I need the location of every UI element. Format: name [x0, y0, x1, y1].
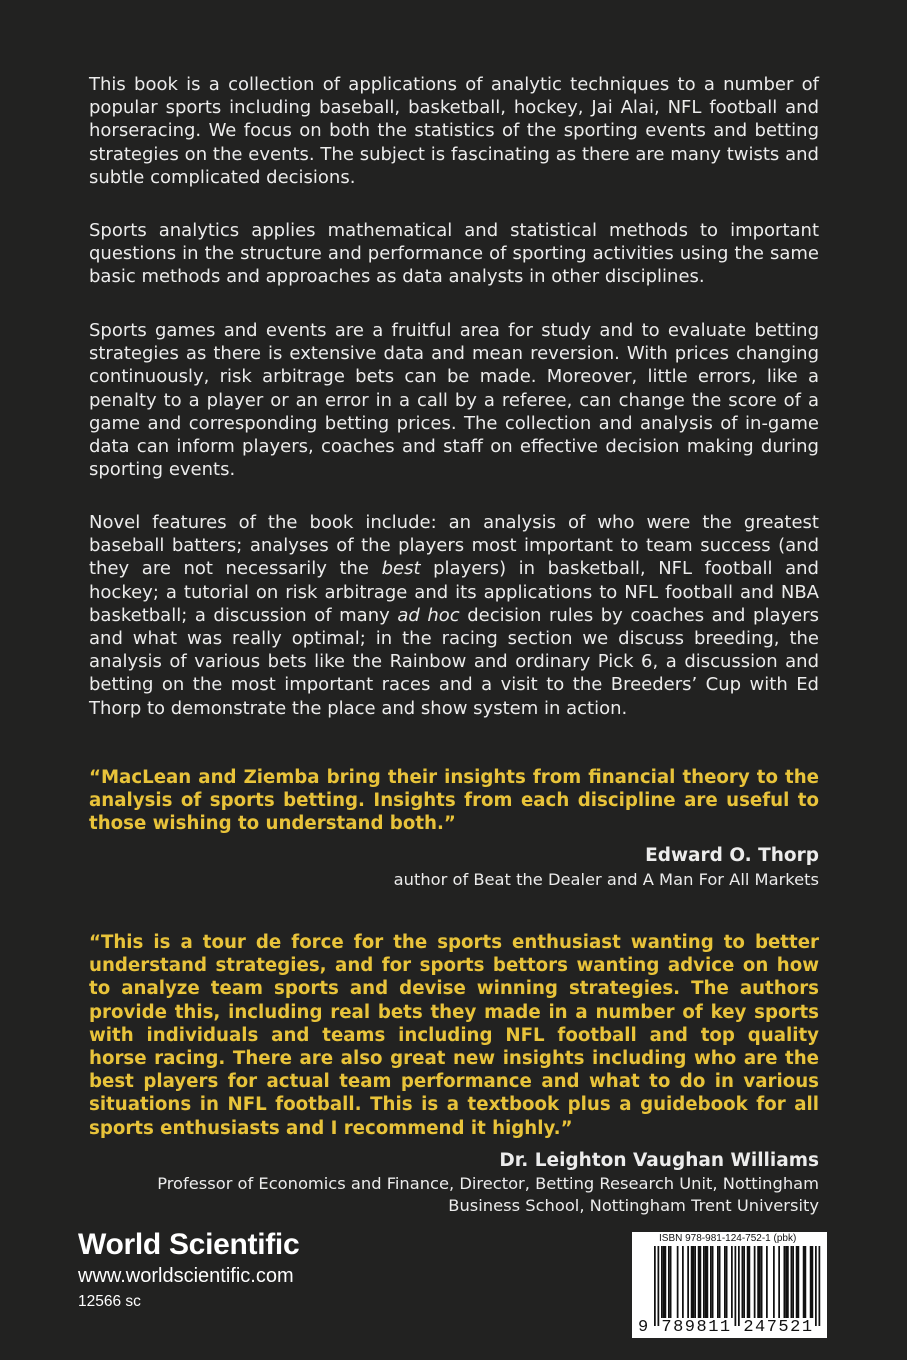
barcode-bar — [766, 1246, 768, 1318]
barcode-bar — [687, 1246, 689, 1318]
barcode-bar — [738, 1246, 740, 1326]
barcode-bar — [707, 1246, 709, 1318]
barcode-bar — [731, 1246, 733, 1318]
publisher-logo-name: World Scientific — [78, 1228, 300, 1261]
barcode-bar — [791, 1246, 793, 1318]
barcode-bar — [724, 1246, 726, 1318]
barcode-bar — [698, 1246, 700, 1318]
publisher-code: 12566 sc — [78, 1293, 141, 1310]
barcode-bar — [654, 1246, 656, 1326]
barcode-bar — [668, 1246, 670, 1318]
barcode-bar — [754, 1246, 756, 1318]
barcode-bar — [658, 1246, 660, 1326]
barcode-bar — [705, 1246, 707, 1318]
barcode-bar — [798, 1246, 800, 1318]
barcode-bar — [710, 1246, 712, 1318]
barcode-bar — [694, 1246, 696, 1318]
paragraph-4-part-2: players) in basketball, NFL football and hockey; a tutorial on risk arbitrage and its applications to NFL football and NBA basketball; a discussion of many — [89, 558, 819, 626]
barcode-bar — [796, 1246, 798, 1318]
barcode-bar — [819, 1246, 821, 1326]
barcode-bar — [682, 1246, 684, 1318]
barcode-bar — [757, 1246, 759, 1318]
isbn-label: ISBN 978-981-124-752-1 (pbk) — [659, 1233, 797, 1244]
ean-digits: 9 789811 247521 — [638, 1318, 814, 1337]
barcode-bar — [665, 1246, 667, 1318]
barcode-bar — [663, 1246, 665, 1318]
barcode-bar — [743, 1246, 745, 1318]
barcode-bar — [792, 1246, 794, 1318]
endorsement-quote-thorp: “MacLean and Ziemba bring their insights from financial theory to the analysis of sports betting. Insights from each discipline are useful to those wishing to understand both.” — [89, 767, 819, 835]
barcode-bar — [810, 1246, 812, 1318]
description-paragraph-4 — [89, 511, 819, 720]
endorsement-name-thorp: Edward O. Thorp — [645, 845, 819, 866]
emphasis-ad-hoc: ad hoc — [397, 604, 460, 626]
barcode-bar — [803, 1246, 805, 1318]
paragraph-4-part-1: Novel features of the book include: an analysis of who were the greatest baseball batters; analyses of the players most important to team success (and they are not necessarily the — [89, 512, 819, 580]
barcode-bar — [785, 1246, 787, 1318]
barcode-bar — [773, 1246, 775, 1318]
endorsement-name-williams: Dr. Leighton Vaughan Williams — [499, 1150, 819, 1171]
barcode-bar — [787, 1246, 789, 1318]
barcode-bar — [719, 1246, 721, 1318]
barcode-bar — [717, 1246, 719, 1318]
barcode-bar — [815, 1246, 817, 1326]
barcode-bar — [693, 1246, 695, 1318]
barcode-bar — [670, 1246, 672, 1318]
barcode-bar — [700, 1246, 702, 1318]
endorsement-quote-williams: “This is a tour de force for the sports enthusiast wanting to better understand strategies, and for sports bettors wanting advice on how to analyze team sports and devise winning strategies. The authors provide this, including real bets they made in a number of key sports with individuals and teams including NFL football and top quality horse racing. There are also great new insights including who are the best players for actual team performance and what to do in various situations in NFL football. This is a textbook plus a guidebook for all sports enthusiasts and I recommend it highly.” — [89, 932, 819, 1139]
barcode-bar — [778, 1246, 780, 1318]
emphasis-best: best — [381, 558, 421, 580]
barcode-bar — [742, 1246, 744, 1318]
endorsement-title-williams: Professor of Economics and Finance, Director, Betting Research Unit, Nottingham Business School, Nottingham Trent University — [157, 1174, 819, 1215]
barcode-bar — [691, 1246, 693, 1318]
description-paragraph-2: Sports analytics applies mathematical and statistical methods to important questions in the structure and performance of sporting activities using the same basic methods and approaches as data analysts in other disciplines. — [89, 220, 819, 288]
barcode-bar — [812, 1246, 814, 1318]
barcode-bar — [703, 1246, 705, 1318]
endorsement-title-thorp: author of Beat the Dealer and A Man For All Markets — [393, 870, 819, 889]
barcode-bar — [661, 1246, 663, 1318]
barcode-bar — [712, 1246, 714, 1318]
barcode-bar — [761, 1246, 763, 1318]
barcode-bar — [677, 1246, 679, 1318]
description-paragraph-1: This book is a collection of applications of analytic techniques to a number of popular sports including baseball, basketball, hockey, Jai Alai, NFL football and horseracing. We focus on both the statistics of the sporting events and betting strategies on the events. The subject is fascinating as there are many twists and subtle complicated decisions. — [89, 74, 819, 188]
barcode-bar — [805, 1246, 807, 1318]
paragraph-4-part-3: decision rules by coaches and players and what was really optimal; in the racing section we discuss breeding, the analysis of various bets like the Rainbow and ordinary Pick 6, a discussion and betting on the most important races and a visit to the Breeders’ Cup with Ed Thorp to demonstrate the place and show system in action. — [89, 604, 819, 719]
barcode-bar — [735, 1246, 737, 1326]
barcode-bar — [749, 1246, 751, 1318]
barcode-bar — [726, 1246, 728, 1318]
barcode-panel — [632, 1232, 827, 1338]
barcode-bar — [759, 1246, 761, 1318]
barcode-bar — [747, 1246, 749, 1318]
barcode-bar — [784, 1246, 786, 1318]
publisher-url: www.worldscientific.com — [78, 1265, 294, 1287]
description-paragraph-3: Sports games and events are a fruitful area for study and to evaluate betting strategies as there is extensive data and mean reversion. With prices changing continuously, risk arbitrage bets can be made. Moreover, little errors, like a penalty to a player or an error in a call by a referee, can change the score of a game and corresponding betting prices. The collection and analysis of in-game data can inform players, coaches and staff on effective decision making during sporting events. — [89, 320, 819, 481]
